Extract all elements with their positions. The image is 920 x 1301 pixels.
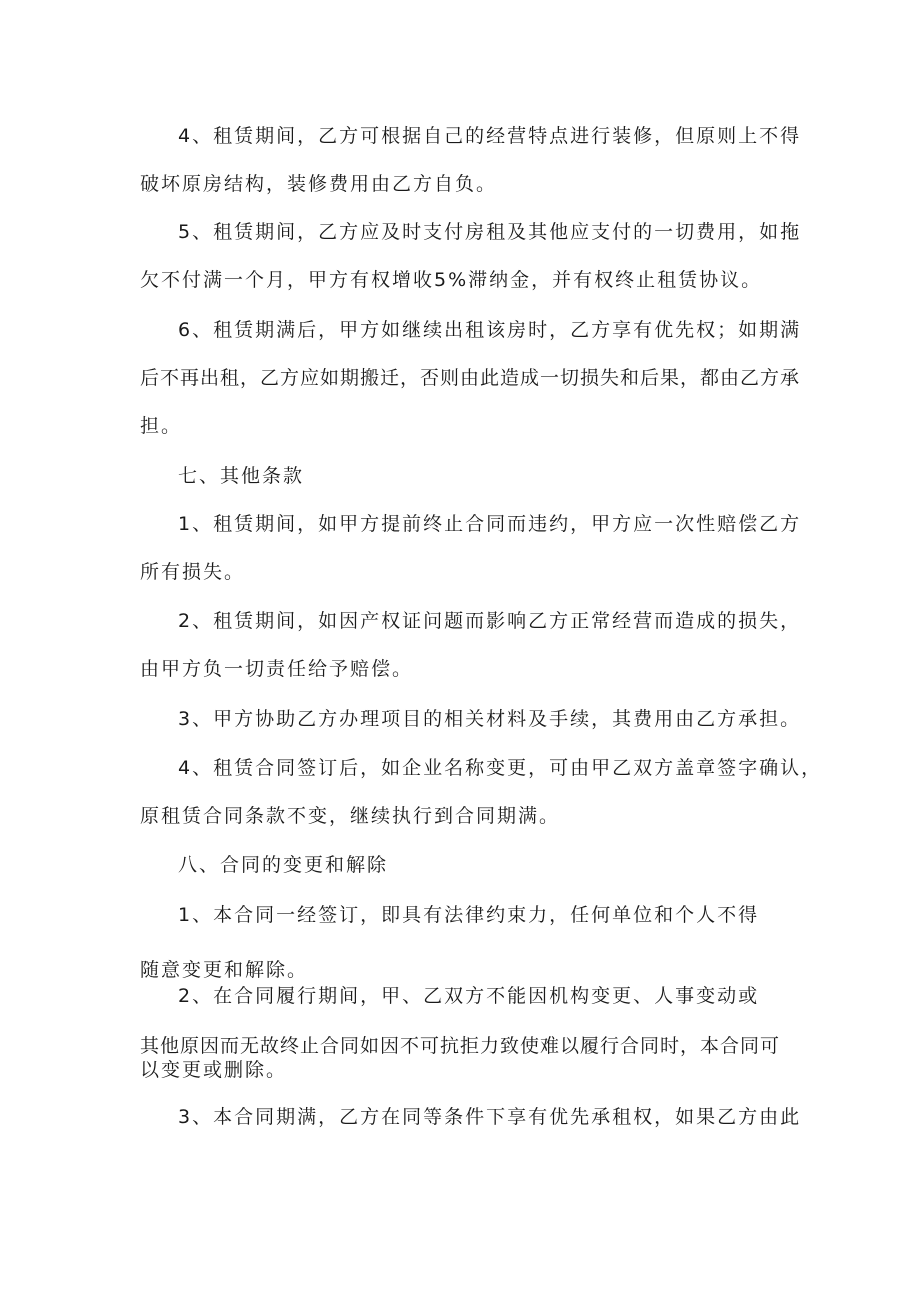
s8-clause-2-line-1: 2、在合同履行期间，甲、乙双方不能因机构变更、人事变动或 (178, 985, 760, 1007)
clause-4-line-2: 破坏原房结构，装修费用由乙方自负。 (140, 173, 498, 195)
s7-clause-1-line-2: 所有损失。 (140, 561, 246, 583)
clause-6-line-2: 后不再出租，乙方应如期搬迁，否则由此造成一切损失和后果，都由乙方承 (140, 367, 801, 389)
s7-clause-2-line-1: 2、租赁期间，如因产权证问题而影响乙方正常经营而造成的损失， (178, 610, 802, 632)
clause-6-line-1: 6、租赁期满后，甲方如继续出租该房时，乙方享有优先权；如期满 (178, 319, 802, 341)
s7-clause-2-line-2: 由甲方负一切责任给予赔偿。 (140, 658, 414, 680)
clause-4-line-1: 4、租赁期间，乙方可根据自己的经营特点进行装修，但原则上不得 (178, 125, 802, 147)
clause-5-line-1: 5、租赁期间，乙方应及时支付房租及其他应支付的一切费用，如拖 (178, 221, 802, 243)
s7-clause-3-line-1: 3、甲方协助乙方办理项目的相关材料及手续，其费用由乙方承担。 (178, 708, 802, 730)
s7-clause-4-line-1: 4、租赁合同签订后，如企业名称变更，可由甲乙双方盖章签字确认， (178, 757, 823, 779)
clause-6-line-3: 担。 (140, 415, 183, 437)
s7-clause-1-line-1: 1、租赁期间，如甲方提前终止合同而违约，甲方应一次性赔偿乙方 (178, 513, 802, 535)
s8-clause-2-line-2: 其他原因而无故终止合同如因不可抗拒力致使难以履行合同时，本合同可 (140, 1035, 781, 1057)
s7-clause-4-line-2: 原租赁合同条款不变，继续执行到合同期满。 (140, 805, 561, 827)
s8-clause-2-line-3: 以变更或删除。 (140, 1059, 288, 1081)
s8-clause-1-line-2: 随意变更和解除。 (140, 959, 309, 981)
section-8-heading: 八、合同的变更和解除 (178, 854, 389, 876)
clause-5-line-2: 欠不付满一个月，甲方有权增收5%滞纳金，并有权终止租赁协议。 (140, 269, 763, 291)
s8-clause-3-line-1: 3、本合同期满，乙方在同等条件下享有优先承租权，如果乙方由此 (178, 1106, 802, 1128)
section-7-heading: 七、其他条款 (178, 465, 305, 487)
s8-clause-1-line-1: 1、本合同一经签订，即具有法律约束力，任何单位和个人不得 (178, 904, 760, 926)
